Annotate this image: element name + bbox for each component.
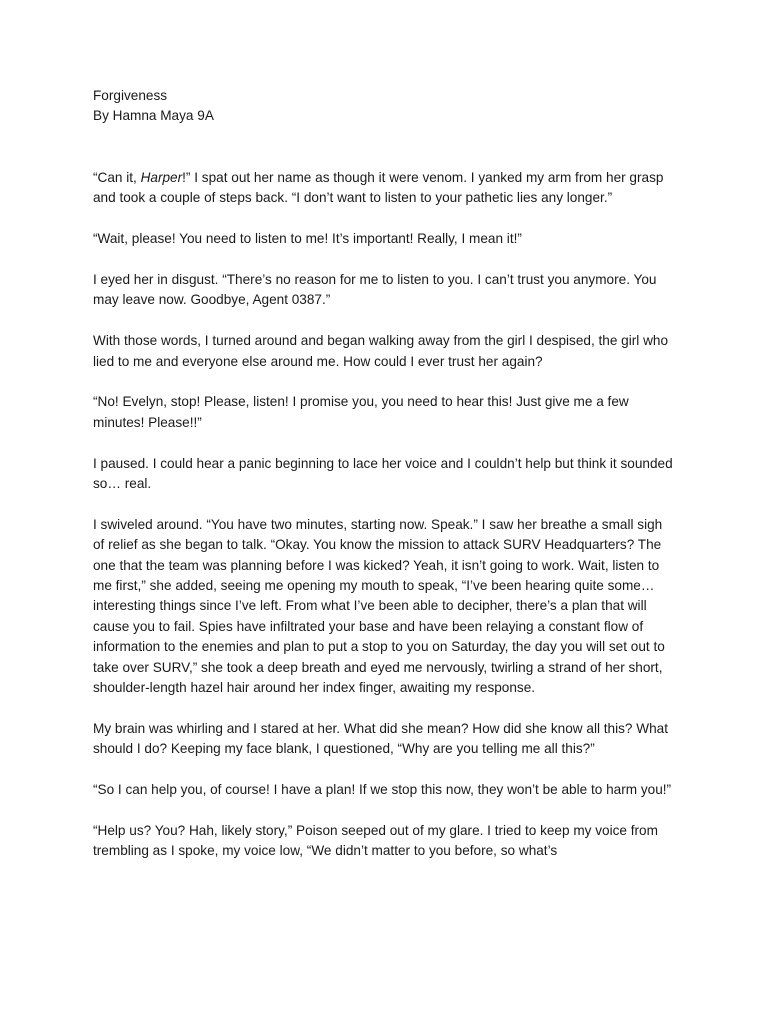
paragraph-1-post: !” I spat out her name as though it were venom. I yanked my arm from her grasp and took a couple of steps back. “I don’t want to listen to your pathetic lies any longer.” [93,170,664,206]
paragraph-6: I paused. I could hear a panic beginning to lace her voice and I couldn’t help but think it sounded so… real. [93,455,673,492]
character-name-harper: Harper [140,170,183,185]
paragraph-3: I eyed her in disgust. “There’s no reason for me to listen to you. I can’t trust you anymore. You may leave now. Goodbye, Agent 0387.” [93,272,657,308]
paragraph-4: With those words, I turned around and began walking away from the girl I despised, the girl who lied to me and everyone else around me. How could I ever trust her again? [93,333,669,369]
paragraph-8: My brain was whirling and I stared at her. What did she mean? How did she know all this? What should I do? Keeping my face blank, I questioned, “Why are you telling me all this?” [93,720,668,757]
document-header [93,86,673,127]
paragraph-1-pre: “Can it, [93,170,141,185]
paragraph-2: “Wait, please! You need to listen to me! It’s important! Really, I mean it!” [93,231,522,247]
document-title: Forgiveness [93,88,168,103]
paragraph-10: “Help us? You? Hah, likely story,” Poison seeped out of my glare. I tried to keep my voice from trembling as I spoke, my voice low, “We didn’t matter to you before, so what’s [93,822,658,859]
story-body [93,168,673,862]
paragraph-7: I swiveled around. “You have two minutes, starting now. Speak.” I saw her breathe a small sigh of relief as she began to talk. “Okay. You know the mission to attack SURV Headquarters? The one that the team was planning before I was kicked? Yeah, it isn’t going to work. Wait, listen to me first,” she added, seeing me opening my mouth to speak, “I’ve been hearing quite some… interesting things since I’ve left. From what I’ve been able to decipher, there’s a plan that will cause you to fail. Spies have infiltrated your base and have been relaying a constant flow of information to the enemies and plan to put a stop to you on Saturday, the day you will set out to take over SURV,” she took a deep breath and eyed me nervously, twirling a strand of her short, shoulder-length hazel hair around her index finger, awaiting my response. [93,516,665,696]
paragraph-1 [93,168,673,209]
document-byline: By Hamna Maya 9A [93,108,214,124]
paragraph-5: “No! Evelyn, stop! Please, listen! I promise you, you need to hear this! Just give me a few minutes! Please!!” [93,394,629,430]
paragraph-9: “So I can help you, of course! I have a plan! If we stop this now, they won’t be able to harm you!” [93,782,672,798]
